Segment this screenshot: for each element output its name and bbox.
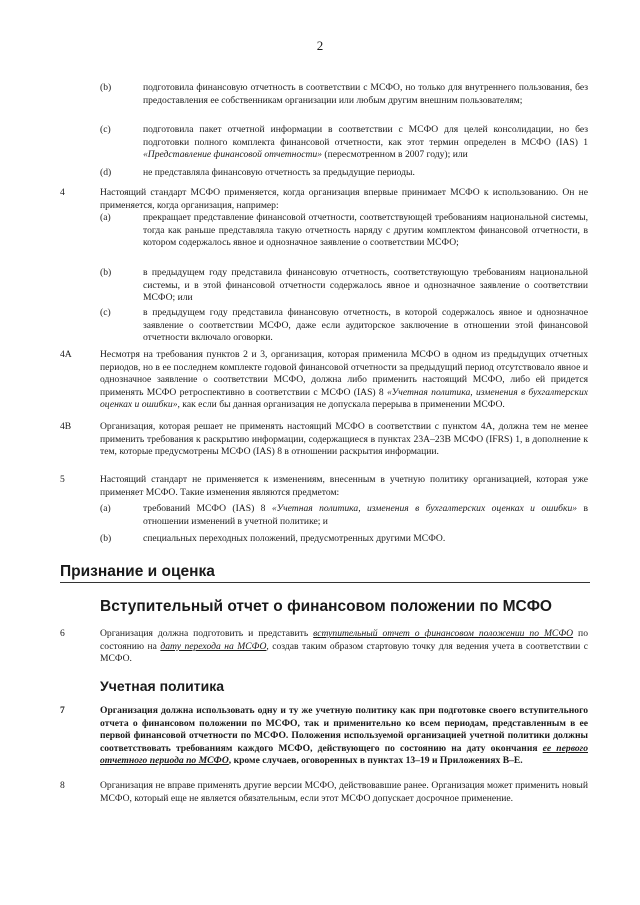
list-item: прекращает представление финансовой отчетности, соответствующей требованиям национальной системы, тогда как раньше представляла такую отчетность наряду с другим комплектом финансовой отчетности, в котором содержалось явное и однозначное заявление о соответствии МСФО;: [143, 212, 588, 249]
list-item: требований МСФО (IAS) 8 «Учетная политика, изменения в бухгалтерских оценках и ошибки» в отношении изменений в учетной политике; и: [143, 503, 588, 527]
item-marker: (d): [100, 167, 112, 178]
paragraph: Организация должна использовать одну и ту же учетную политику как при подготовке своего вступительного отчета о финансовом положении по МСФО, так и применительно ко всем периодам, представленным в ее первой финансовой отчетности по МСФО. Положения используемой организацией учетной политики должны соответствовать требованиям каждого МСФО, действующего по состоянию на дату окончания ее первого отчетного периода по МСФО, кроме случаев, оговоренных в пунктах 13–19 и Приложениях B–E.: [100, 705, 588, 767]
paragraph: Настоящий стандарт МСФО применяется, когда организация впервые принимает МСФО к использованию. Он не применяется, когда организация, например:: [100, 187, 588, 211]
item-marker: (a): [100, 212, 111, 223]
list-item: подготовила пакет отчетной информации в соответствии с МСФО для целей консолидации, но без подготовки полного комплекта финансовой отчетности, как этот термин определен в МСФО (IAS) 1 «Представление финансовой отчетности» (пересмотренном в 2007 году); или: [143, 124, 588, 161]
paragraph-number: 4B: [60, 421, 72, 432]
paragraph-number: 6: [60, 628, 65, 639]
page-number: 2: [316, 38, 324, 53]
subsection-heading: Учетная политика: [100, 678, 225, 694]
item-marker: (b): [100, 82, 112, 93]
item-marker: (c): [100, 307, 111, 318]
section-heading: Признание и оценка: [60, 563, 590, 583]
item-marker: (c): [100, 124, 111, 135]
list-item: в предыдущем году представила финансовую отчетность, соответствующую требованиям национальной системы, и в этой финансовой отчетности содержалось явное и однозначное заявление о соответствии МСФО; или: [143, 267, 588, 304]
list-item: специальных переходных положений, предусмотренных другими МСФО.: [143, 533, 446, 544]
list-item: в предыдущем году представила финансовую отчетность, в которой содержалось явное и однозначное заявление о соответствии МСФО, даже если аудиторское заключение в отношении этой финансовой отчетности включало оговорки.: [143, 307, 588, 344]
item-marker: (a): [100, 503, 111, 514]
item-marker: (b): [100, 267, 112, 278]
paragraph: Организация должна подготовить и представить вступительный отчет о финансовом положении по МСФО по состоянию на дату перехода на МСФО, создав таким образом стартовую точку для ведения учета в соответствии с МСФО.: [100, 628, 588, 665]
paragraph-number: 4: [60, 187, 65, 198]
list-item: подготовила финансовую отчетность в соответствии с МСФО, но только для внутреннего пользования, без предоставления ее собственникам организации или любым другим внешним пользователям;: [143, 82, 588, 106]
paragraph-number: 7: [60, 705, 65, 716]
paragraph: Организация, которая решает не применять настоящий МСФО в соответствии с пунктом 4A, должна тем не менее применить требования к раскрытию информации, содержащиеся в пунктах 23A–23B МСФО (IFRS) 1, в дополнение к тем, которые предусмотрены МСФО (IAS) 8 в отношении раскрытия информации.: [100, 421, 588, 458]
list-item: не представляла финансовую отчетность за предыдущие периоды.: [143, 167, 415, 178]
paragraph: Настоящий стандарт не применяется к изменениям, внесенным в учетную политику организацией, которая уже применяет МСФО. Такие изменения являются предметом:: [100, 474, 588, 498]
subsection-heading: Вступительный отчет о финансовом положении по МСФО: [100, 598, 552, 615]
paragraph-number: 5: [60, 474, 65, 485]
paragraph-number: 4A: [60, 349, 72, 360]
item-marker: (b): [100, 533, 112, 544]
paragraph-number: 8: [60, 780, 65, 791]
paragraph: Несмотря на требования пунктов 2 и 3, организация, которая применила МСФО в одном из предыдущих отчетных периодов, но в ее последнем комплекте годовой финансовой отчетности за предыдущий период отсутствовало явное и однозначное заявление о соответствии МСФО, должна либо применить настоящий МСФО, либо ей придется применять МСФО ретроспективно в соответствии с МСФО (IAS) 8 «Учетная политика, изменения в бухгалтерских оценках и ошибки», как если бы данная организация не допускала перерыва в применении МСФО.: [100, 349, 588, 411]
paragraph: Организация не вправе применять другие версии МСФО, действовавшие ранее. Организация может применить новый МСФО, который еще не является обязательным, если этот МСФО допускает досрочное применение.: [100, 780, 588, 804]
